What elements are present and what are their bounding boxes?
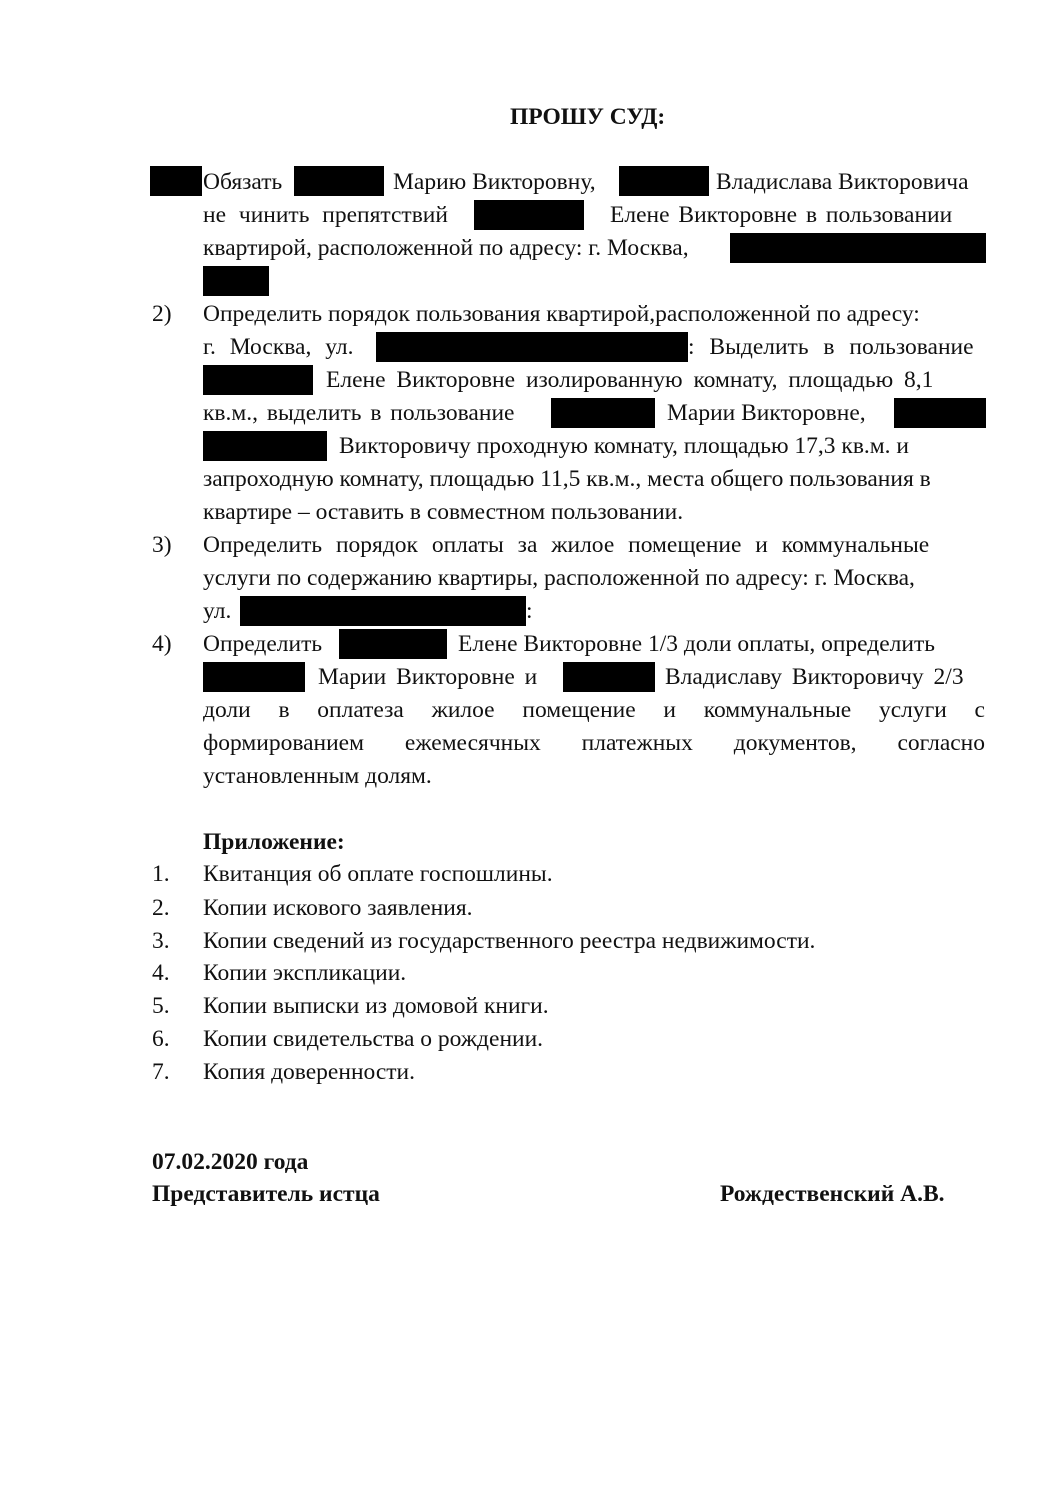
item1-line2-part2: Елене Викторовне в пользовании	[610, 202, 953, 228]
appendix-title: Приложение:	[203, 829, 345, 855]
item2-line4-part2: Марии Викторовне,	[667, 400, 866, 426]
item2-number: 2)	[152, 301, 172, 327]
appendix-item: Копии экспликации.	[203, 960, 407, 986]
item4-line4: формированием ежемесячных платежных документов, согласно	[203, 730, 985, 756]
representative-label: Представитель истца	[152, 1181, 380, 1207]
redaction-block	[339, 629, 447, 659]
item2-line2-part1: г. Москва, ул.	[203, 334, 354, 360]
appendix-item: Копии сведений из государственного реестра недвижимости.	[203, 928, 816, 954]
item4-line3: доли в оплатеза жилое помещение и коммунальные услуги с	[203, 697, 985, 723]
item2-line5: Викторовичу проходную комнату, площадью 17,3 кв.м. и	[339, 433, 909, 459]
redaction-block	[203, 365, 313, 395]
item4-line1-part1: Определить	[203, 631, 323, 657]
item2-line6: запроходную комнату, площадью 11,5 кв.м., места общего пользования в	[203, 466, 931, 492]
item2-line2-part2: : Выделить в пользование	[688, 334, 974, 360]
document-date: 07.02.2020 года	[152, 1149, 309, 1175]
redaction-block	[294, 166, 384, 196]
redaction-block	[551, 398, 655, 428]
item1-line1-part3: Владислава Викторовича	[716, 169, 969, 195]
appendix-number: 6.	[152, 1026, 170, 1052]
redaction-block	[894, 398, 986, 428]
appendix-number: 5.	[152, 993, 170, 1019]
redaction-block	[474, 200, 584, 230]
item4-line5: установленным долям.	[203, 763, 432, 789]
item1-line1-part2: Марию Викторовну,	[393, 169, 596, 195]
appendix-item: Копии свидетельства о рождении.	[203, 1026, 544, 1052]
redaction-block	[203, 662, 305, 692]
item4-line1-part2: Елене Викторовне 1/3 доли оплаты, определить	[458, 631, 935, 657]
appendix-item: Квитанция об оплате госпошлины.	[203, 861, 553, 887]
item3-line2: услуги по содержанию квартиры, расположенной по адресу: г. Москва,	[203, 565, 915, 591]
appendix-item: Копия доверенности.	[203, 1059, 416, 1085]
item3-line3-part1: ул.	[203, 598, 232, 624]
redaction-block	[619, 166, 709, 196]
item2-line1: Определить порядок пользования квартирой,расположенной по адресу:	[203, 301, 920, 327]
item1-line1-part1: Обязать	[203, 169, 283, 195]
appendix-number: 4.	[152, 960, 170, 986]
redaction-block	[376, 332, 688, 362]
redaction-block	[203, 431, 327, 461]
item4-line2-part1: Марии Викторовне и	[318, 664, 538, 690]
redaction-block	[150, 166, 202, 196]
item3-line1: Определить порядок оплаты за жилое помещение и коммунальные	[203, 532, 930, 558]
item3-number: 3)	[152, 532, 172, 558]
appendix-number: 3.	[152, 928, 170, 954]
signer-name: Рождественский А.В.	[720, 1181, 945, 1207]
appendix-item: Копии искового заявления.	[203, 895, 473, 921]
appendix-number: 7.	[152, 1059, 170, 1085]
redaction-block	[203, 266, 269, 296]
redaction-block	[730, 233, 986, 263]
item2-line3: Елене Викторовне изолированную комнату, площадью 8,1	[326, 367, 934, 393]
item1-line3: квартирой, расположенной по адресу: г. Москва,	[203, 235, 689, 261]
appendix-number: 1.	[152, 861, 170, 887]
item1-line2-part1: не чинить препятствий	[203, 202, 448, 228]
page-heading: ПРОШУ СУД:	[510, 104, 666, 130]
redaction-block	[240, 596, 526, 626]
redaction-block	[563, 662, 655, 692]
item3-line3-part2: :	[526, 598, 533, 624]
appendix-item: Копии выписки из домовой книги.	[203, 993, 549, 1019]
item4-line2-part2: Владиславу Викторовичу 2/3	[665, 664, 964, 690]
item2-line4-part1: кв.м., выделить в пользование	[203, 400, 515, 426]
appendix-number: 2.	[152, 895, 170, 921]
item2-line7: квартире – оставить в совместном пользовании.	[203, 499, 684, 525]
item4-number: 4)	[152, 631, 172, 657]
